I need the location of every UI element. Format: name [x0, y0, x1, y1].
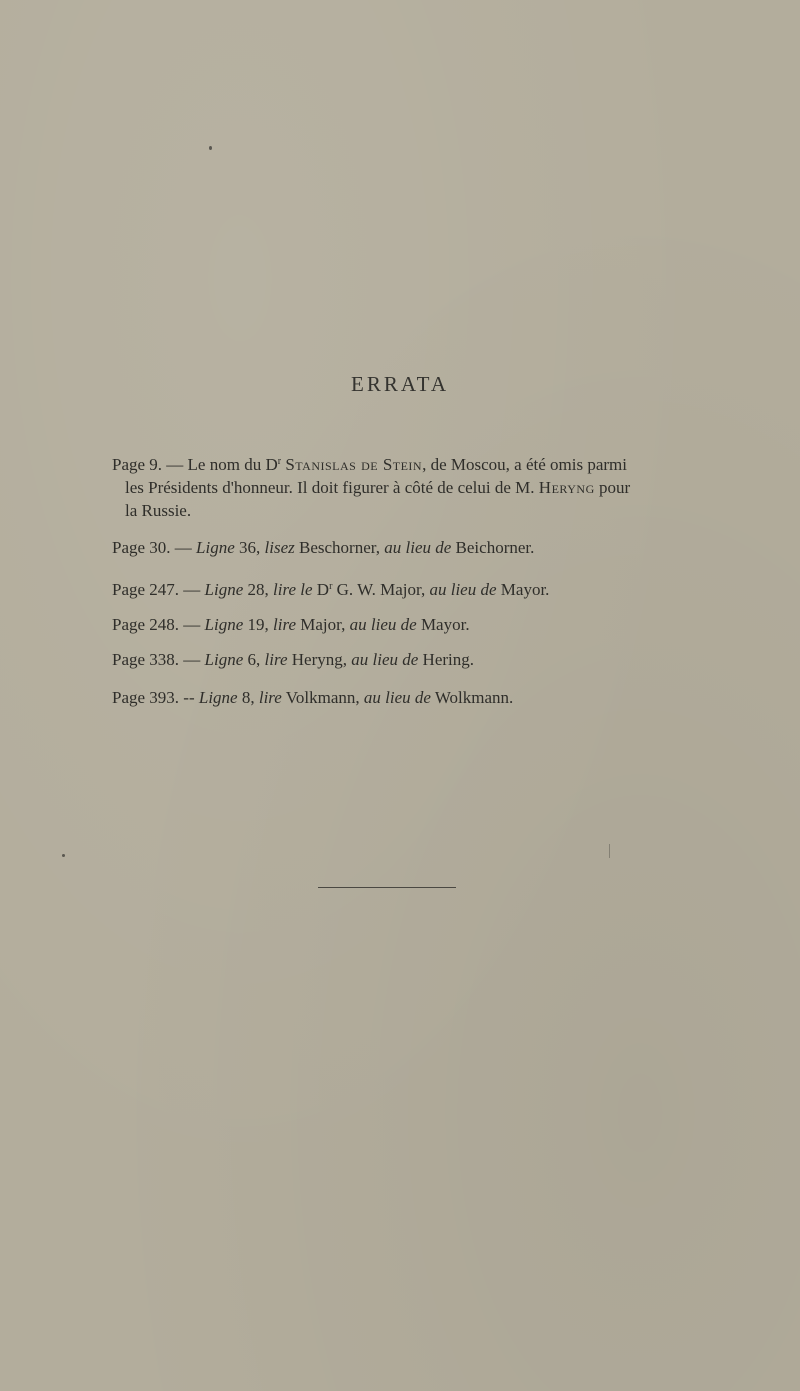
- erratum-correct: Heryng,: [291, 650, 347, 669]
- erratum-line: la Russie.: [125, 501, 192, 520]
- erratum-old: Hering.: [422, 650, 475, 669]
- page-title: ERRATA: [351, 372, 449, 396]
- erratum-correct: Volkmann,: [285, 688, 360, 707]
- erratum-line: [112, 450, 692, 476]
- erratum-verb: lisez: [264, 538, 295, 557]
- erratum-entry: [112, 575, 692, 601]
- erratum-text: les Présidents d'honneur. Il doit figurer à côté de celui de M.: [125, 478, 539, 497]
- erratum-verb: lire: [273, 615, 297, 634]
- erratum-aulieu: au lieu de: [363, 688, 431, 707]
- erratum-verb: lire le: [273, 580, 313, 599]
- erratum-aulieu: au lieu de: [351, 650, 419, 669]
- erratum-correct: Beschorner,: [299, 538, 380, 557]
- erratum-num: 19,: [247, 615, 269, 634]
- erratum-page: Page 248. —: [112, 615, 201, 634]
- erratum-page: Page 30. —: [112, 538, 192, 557]
- erratum-old: Wolkmann.: [434, 688, 514, 707]
- erratum-aulieu: au lieu de: [429, 580, 497, 599]
- erratum-verb: lire: [264, 650, 288, 669]
- erratum-pre: D: [316, 580, 330, 599]
- erratum-text: pour: [594, 478, 631, 497]
- erratum-entry: [112, 536, 692, 559]
- person-name: Stanislas de Stein: [285, 455, 423, 474]
- erratum-num: 36,: [239, 538, 261, 557]
- erratum-verb: lire: [258, 688, 282, 707]
- erratum-ligne: Ligne: [196, 538, 235, 557]
- erratum-lead: Page 9. — Le nom du D: [112, 455, 278, 474]
- erratum-aulieu: au lieu de: [349, 615, 417, 634]
- erratum-ligne: Ligne: [198, 688, 238, 707]
- erratum-correct: Major,: [300, 615, 346, 634]
- person-name: Heryng: [538, 478, 595, 497]
- erratum-entry: [112, 686, 692, 709]
- erratum-page: Page 393. --: [112, 688, 195, 707]
- erratum-num: 6,: [247, 650, 261, 669]
- erratum-entry: [112, 613, 692, 636]
- erratum-page: Page 338. —: [112, 650, 201, 669]
- paper-speck: [209, 146, 212, 150]
- erratum-ligne: Ligne: [204, 650, 244, 669]
- erratum-num: 8,: [241, 688, 255, 707]
- erratum-num: 28,: [247, 580, 269, 599]
- erratum-ligne: Ligne: [204, 580, 244, 599]
- erratum-aulieu: au lieu de: [384, 538, 452, 557]
- paper-speck: [609, 844, 610, 858]
- erratum-entry: [112, 648, 692, 671]
- erratum-text: , de Moscou, a été omis parmi: [422, 455, 628, 474]
- erratum-old: Beichorner.: [455, 538, 535, 557]
- erratum-ligne: Ligne: [204, 615, 244, 634]
- superscript: r: [277, 456, 282, 467]
- erratum-old: Mayor.: [420, 615, 470, 634]
- paper-speck: [62, 854, 65, 857]
- erratum-old: Mayor.: [500, 580, 550, 599]
- erratum-line: [112, 476, 692, 499]
- erratum-correct: G. W. Major,: [336, 580, 426, 599]
- erratum-page-9: [112, 450, 692, 522]
- divider-rule: [318, 887, 456, 888]
- erratum-page: Page 247. —: [112, 580, 201, 599]
- superscript: r: [329, 581, 333, 592]
